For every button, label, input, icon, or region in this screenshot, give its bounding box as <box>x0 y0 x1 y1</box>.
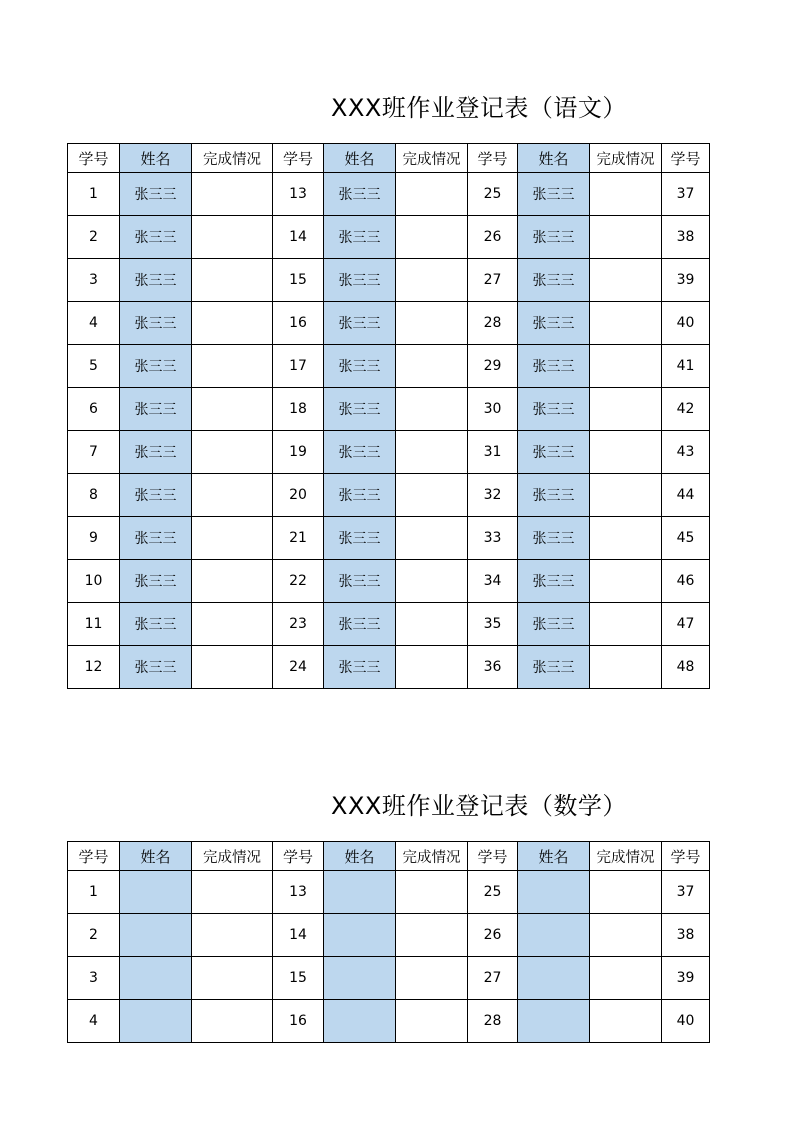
completion-status-cell <box>192 1000 273 1043</box>
student-id-cell: 16 <box>273 1000 324 1043</box>
table-row <box>68 173 710 216</box>
student-id-cell: 15 <box>273 259 324 302</box>
header-id: 学号 <box>273 842 324 871</box>
header-row <box>68 842 710 871</box>
student-name-cell <box>518 957 590 1000</box>
header-id: 学号 <box>662 842 710 871</box>
student-id-cell: 9 <box>68 517 120 560</box>
student-id-cell: 28 <box>468 302 518 345</box>
student-id-cell: 2 <box>68 914 120 957</box>
student-name-cell: 张三三 <box>518 603 590 646</box>
student-id-cell: 35 <box>468 603 518 646</box>
student-name-cell: 张三三 <box>120 603 192 646</box>
table-row <box>68 388 710 431</box>
table-row <box>68 871 710 914</box>
student-name-cell: 张三三 <box>324 302 396 345</box>
student-name-cell <box>324 871 396 914</box>
student-id-cell: 27 <box>468 259 518 302</box>
completion-status-cell <box>192 173 273 216</box>
table-row <box>68 914 710 957</box>
student-name-cell: 张三三 <box>120 173 192 216</box>
completion-status-cell <box>590 216 662 259</box>
header-name: 姓名 <box>324 144 396 173</box>
completion-status-cell <box>590 474 662 517</box>
completion-status-cell <box>590 646 662 689</box>
completion-status-cell <box>396 871 468 914</box>
student-name-cell <box>120 871 192 914</box>
student-id-cell: 16 <box>273 302 324 345</box>
table-row <box>68 259 710 302</box>
table-row <box>68 1000 710 1043</box>
table-row <box>68 646 710 689</box>
student-id-cell: 3 <box>68 957 120 1000</box>
student-id-cell: 39 <box>662 957 710 1000</box>
student-id-cell: 7 <box>68 431 120 474</box>
student-name-cell <box>518 871 590 914</box>
completion-status-cell <box>396 173 468 216</box>
student-id-cell: 32 <box>468 474 518 517</box>
completion-status-cell <box>590 871 662 914</box>
student-name-cell: 张三三 <box>518 517 590 560</box>
student-name-cell: 张三三 <box>518 431 590 474</box>
student-id-cell: 1 <box>68 173 120 216</box>
table-row <box>68 957 710 1000</box>
student-name-cell: 张三三 <box>518 646 590 689</box>
student-id-cell: 40 <box>662 1000 710 1043</box>
student-id-cell: 13 <box>273 173 324 216</box>
student-id-cell: 42 <box>662 388 710 431</box>
student-name-cell: 张三三 <box>324 517 396 560</box>
table-row <box>68 560 710 603</box>
student-name-cell: 张三三 <box>324 646 396 689</box>
student-id-cell: 2 <box>68 216 120 259</box>
completion-status-cell <box>396 259 468 302</box>
student-name-cell: 张三三 <box>120 345 192 388</box>
table-row <box>68 603 710 646</box>
table-row <box>68 474 710 517</box>
header-status: 完成情况 <box>396 842 468 871</box>
completion-status-cell <box>192 431 273 474</box>
student-name-cell: 张三三 <box>518 474 590 517</box>
header-status: 完成情况 <box>192 842 273 871</box>
completion-status-cell <box>396 388 468 431</box>
student-id-cell: 10 <box>68 560 120 603</box>
student-id-cell: 47 <box>662 603 710 646</box>
completion-status-cell <box>590 957 662 1000</box>
student-id-cell: 25 <box>468 871 518 914</box>
header-name: 姓名 <box>324 842 396 871</box>
completion-status-cell <box>396 345 468 388</box>
completion-status-cell <box>590 603 662 646</box>
header-id: 学号 <box>68 842 120 871</box>
student-id-cell: 23 <box>273 603 324 646</box>
student-id-cell: 21 <box>273 517 324 560</box>
student-id-cell: 12 <box>68 646 120 689</box>
completion-status-cell <box>192 957 273 1000</box>
student-id-cell: 25 <box>468 173 518 216</box>
student-id-cell: 17 <box>273 345 324 388</box>
completion-status-cell <box>590 173 662 216</box>
completion-status-cell <box>192 603 273 646</box>
completion-status-cell <box>590 914 662 957</box>
student-name-cell: 张三三 <box>120 302 192 345</box>
student-name-cell: 张三三 <box>324 259 396 302</box>
student-id-cell: 14 <box>273 216 324 259</box>
table-row <box>68 431 710 474</box>
completion-status-cell <box>192 474 273 517</box>
student-name-cell <box>518 1000 590 1043</box>
student-name-cell <box>324 1000 396 1043</box>
header-name: 姓名 <box>518 842 590 871</box>
header-name: 姓名 <box>518 144 590 173</box>
completion-status-cell <box>590 431 662 474</box>
table-row <box>68 216 710 259</box>
student-name-cell <box>120 914 192 957</box>
register-table-chinese <box>67 143 710 689</box>
student-id-cell: 39 <box>662 259 710 302</box>
completion-status-cell <box>396 914 468 957</box>
completion-status-cell <box>590 1000 662 1043</box>
student-name-cell <box>120 957 192 1000</box>
header-name: 姓名 <box>120 842 192 871</box>
student-id-cell: 37 <box>662 173 710 216</box>
student-id-cell: 14 <box>273 914 324 957</box>
student-id-cell: 30 <box>468 388 518 431</box>
completion-status-cell <box>590 302 662 345</box>
student-name-cell: 张三三 <box>518 560 590 603</box>
completion-status-cell <box>590 259 662 302</box>
header-id: 学号 <box>662 144 710 173</box>
completion-status-cell <box>396 431 468 474</box>
completion-status-cell <box>192 388 273 431</box>
header-row <box>68 144 710 173</box>
register-table-math <box>67 841 710 1043</box>
header-name: 姓名 <box>120 144 192 173</box>
student-id-cell: 26 <box>468 914 518 957</box>
completion-status-cell <box>192 259 273 302</box>
student-name-cell: 张三三 <box>324 474 396 517</box>
student-name-cell: 张三三 <box>324 345 396 388</box>
student-id-cell: 34 <box>468 560 518 603</box>
header-id: 学号 <box>68 144 120 173</box>
student-id-cell: 19 <box>273 431 324 474</box>
student-name-cell: 张三三 <box>120 431 192 474</box>
header-status: 完成情况 <box>590 842 662 871</box>
header-status: 完成情况 <box>590 144 662 173</box>
completion-status-cell <box>590 345 662 388</box>
completion-status-cell <box>590 560 662 603</box>
student-id-cell: 44 <box>662 474 710 517</box>
completion-status-cell <box>192 302 273 345</box>
completion-status-cell <box>192 914 273 957</box>
header-status: 完成情况 <box>192 144 273 173</box>
completion-status-cell <box>396 216 468 259</box>
student-id-cell: 48 <box>662 646 710 689</box>
student-id-cell: 1 <box>68 871 120 914</box>
student-name-cell: 张三三 <box>324 431 396 474</box>
completion-status-cell <box>590 517 662 560</box>
student-name-cell: 张三三 <box>120 474 192 517</box>
student-id-cell: 24 <box>273 646 324 689</box>
sheet-title-chinese: XXX班作业登记表（语文） <box>331 94 627 122</box>
student-id-cell: 46 <box>662 560 710 603</box>
completion-status-cell <box>396 646 468 689</box>
header-status: 完成情况 <box>396 144 468 173</box>
student-id-cell: 31 <box>468 431 518 474</box>
student-name-cell: 张三三 <box>120 560 192 603</box>
student-id-cell: 4 <box>68 1000 120 1043</box>
student-name-cell: 张三三 <box>120 388 192 431</box>
student-id-cell: 37 <box>662 871 710 914</box>
student-name-cell: 张三三 <box>324 388 396 431</box>
completion-status-cell <box>396 560 468 603</box>
student-id-cell: 38 <box>662 216 710 259</box>
completion-status-cell <box>192 216 273 259</box>
student-id-cell: 11 <box>68 603 120 646</box>
completion-status-cell <box>396 474 468 517</box>
student-id-cell: 40 <box>662 302 710 345</box>
completion-status-cell <box>192 345 273 388</box>
completion-status-cell <box>192 646 273 689</box>
student-name-cell: 张三三 <box>518 259 590 302</box>
student-name-cell: 张三三 <box>324 560 396 603</box>
student-name-cell: 张三三 <box>518 345 590 388</box>
table-row <box>68 517 710 560</box>
completion-status-cell <box>590 388 662 431</box>
header-id: 学号 <box>468 144 518 173</box>
student-id-cell: 38 <box>662 914 710 957</box>
student-name-cell: 张三三 <box>120 259 192 302</box>
sheet-title-math: XXX班作业登记表（数学） <box>331 792 627 820</box>
student-id-cell: 41 <box>662 345 710 388</box>
student-id-cell: 28 <box>468 1000 518 1043</box>
student-name-cell <box>518 914 590 957</box>
completion-status-cell <box>396 603 468 646</box>
student-id-cell: 3 <box>68 259 120 302</box>
student-name-cell: 张三三 <box>120 517 192 560</box>
student-name-cell: 张三三 <box>324 216 396 259</box>
student-name-cell: 张三三 <box>120 646 192 689</box>
student-id-cell: 8 <box>68 474 120 517</box>
student-id-cell: 18 <box>273 388 324 431</box>
completion-status-cell <box>396 517 468 560</box>
student-name-cell: 张三三 <box>518 302 590 345</box>
completion-status-cell <box>192 871 273 914</box>
student-name-cell <box>324 957 396 1000</box>
completion-status-cell <box>192 560 273 603</box>
student-name-cell: 张三三 <box>324 603 396 646</box>
student-id-cell: 45 <box>662 517 710 560</box>
student-name-cell: 张三三 <box>120 216 192 259</box>
table-row <box>68 345 710 388</box>
student-id-cell: 29 <box>468 345 518 388</box>
student-name-cell: 张三三 <box>518 173 590 216</box>
student-id-cell: 26 <box>468 216 518 259</box>
student-id-cell: 5 <box>68 345 120 388</box>
table-row <box>68 302 710 345</box>
completion-status-cell <box>396 957 468 1000</box>
student-id-cell: 36 <box>468 646 518 689</box>
student-name-cell <box>120 1000 192 1043</box>
student-id-cell: 22 <box>273 560 324 603</box>
completion-status-cell <box>396 302 468 345</box>
student-id-cell: 20 <box>273 474 324 517</box>
student-id-cell: 33 <box>468 517 518 560</box>
completion-status-cell <box>192 517 273 560</box>
student-name-cell: 张三三 <box>518 216 590 259</box>
student-name-cell: 张三三 <box>518 388 590 431</box>
student-id-cell: 15 <box>273 957 324 1000</box>
student-id-cell: 43 <box>662 431 710 474</box>
student-name-cell: 张三三 <box>324 173 396 216</box>
student-name-cell <box>324 914 396 957</box>
student-id-cell: 6 <box>68 388 120 431</box>
completion-status-cell <box>396 1000 468 1043</box>
student-id-cell: 27 <box>468 957 518 1000</box>
student-id-cell: 13 <box>273 871 324 914</box>
header-id: 学号 <box>468 842 518 871</box>
header-id: 学号 <box>273 144 324 173</box>
student-id-cell: 4 <box>68 302 120 345</box>
